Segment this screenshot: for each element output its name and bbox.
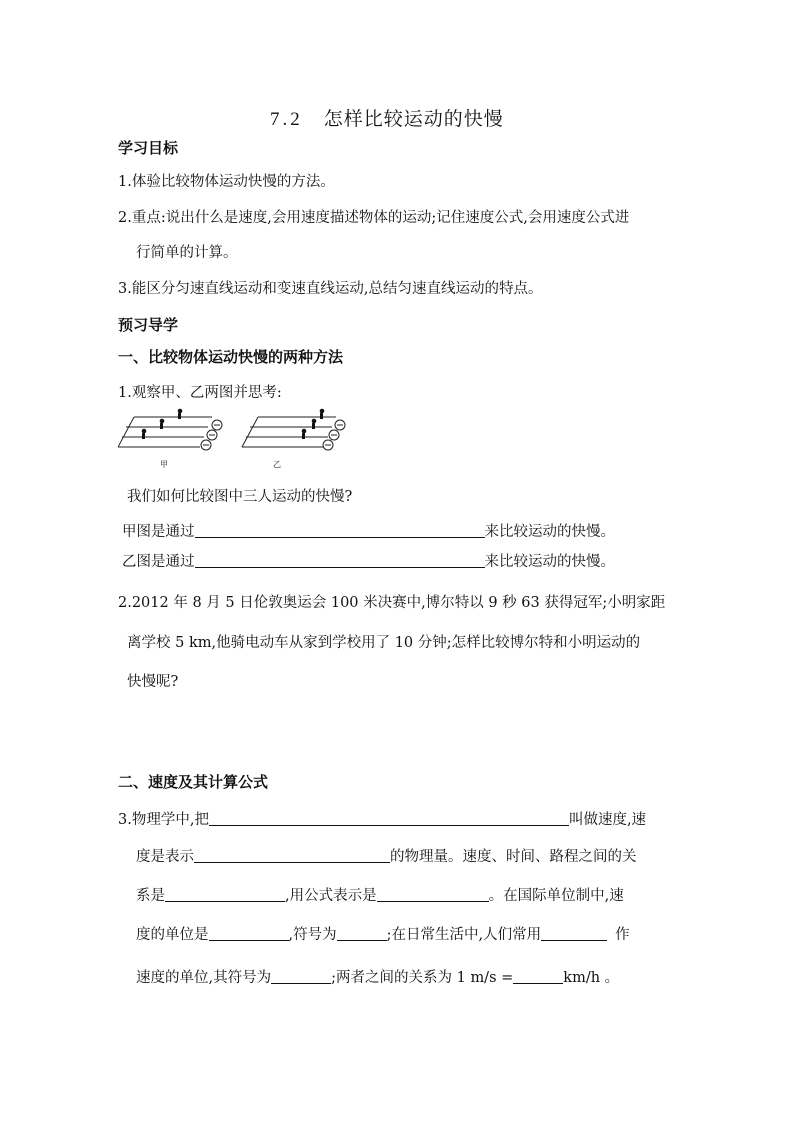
q1-question: 我们如何比较图中三人运动的快慢?: [127, 489, 353, 505]
learning-goals-heading: 学习目标: [118, 139, 179, 157]
q3-l2-text-b: 的物理量。速度、时间、路程之间的关: [390, 849, 637, 865]
q3-l5-text-c: km/h 。: [563, 970, 620, 986]
section1-heading: 一、比较物体运动快慢的两种方法: [118, 348, 344, 366]
blank-daily-unit[interactable]: [541, 925, 607, 941]
q3-line-4: [136, 923, 630, 944]
runners-yi: [302, 409, 325, 439]
title-number: 7.2: [270, 109, 303, 130]
blank-yi[interactable]: [195, 552, 485, 568]
fill-line-jia: [122, 520, 615, 541]
q3-l5-text-b: ;两者之间的关系为 1 m/s =: [331, 970, 514, 986]
q2-line-1: 2.2012 年 8 月 5 日伦敦奥运会 100 米决赛中,博尔特以 9 秒 63 获得冠军;小明家距: [118, 595, 666, 611]
goal-item-2-line-1: 2.重点:说出什么是速度,会用速度描述物体的运动;记住速度公式,会用速度公式进: [118, 210, 630, 226]
blank-relation[interactable]: [165, 886, 285, 902]
q3-l2-text-a: 度是表示: [136, 849, 194, 865]
title-text: 怎样比较运动的快慢: [323, 108, 504, 130]
q3-l4-text-a: 度的单位是: [136, 927, 209, 943]
blank-jia[interactable]: [195, 522, 485, 538]
q3-line-5: [136, 966, 619, 987]
section2-heading: 二、速度及其计算公式: [118, 773, 269, 791]
q3-l3-text-a: 系是: [136, 888, 165, 904]
blank-speed-meaning[interactable]: [194, 847, 390, 863]
q2-line-3: 快慢呢?: [127, 674, 179, 690]
preview-heading: 预习导学: [118, 316, 179, 334]
q3-line-2: [136, 845, 637, 866]
q3-l4-text-b: ,符号为: [288, 927, 337, 943]
fill-yi-suffix: 来比较运动的快慢。: [484, 554, 615, 570]
blank-daily-symbol[interactable]: [271, 968, 331, 984]
q3-l4-text-c: ;在日常生活中,人们常用: [386, 927, 542, 943]
blank-si-symbol[interactable]: [337, 925, 387, 941]
page-title: [270, 104, 504, 131]
q3-line-1: [118, 808, 646, 829]
runners-jia: [142, 409, 183, 439]
q3-l5-text-a: 速度的单位,其符号为: [136, 970, 272, 986]
blank-si-unit[interactable]: [209, 925, 289, 941]
q3-l1-text-b: 叫做速度,速: [568, 812, 647, 828]
figure-label-yi: 乙: [273, 460, 281, 469]
q3-l4-text-d: 作: [615, 927, 630, 943]
q1-intro: 1.观察甲、乙两图并思考:: [118, 385, 282, 401]
blank-conversion[interactable]: [513, 968, 563, 984]
q3-l3-text-b: ,用公式表示是: [285, 888, 377, 904]
blank-speed-definition[interactable]: [209, 810, 569, 826]
q3-line-3: [136, 884, 624, 905]
goal-item-2-line-2: 行简单的计算。: [136, 245, 238, 261]
blank-formula[interactable]: [377, 886, 489, 902]
track-jia: [118, 417, 222, 450]
fill-jia-prefix: 甲图是通过: [122, 524, 195, 540]
fill-yi-prefix: 乙图是通过: [122, 554, 195, 570]
fill-line-yi: [122, 550, 615, 571]
figure-label-jia: 甲: [160, 460, 168, 469]
q3-l1-text-a: 3.物理学中,把: [118, 812, 209, 828]
q2-line-2: 离学校 5 km,他骑电动车从家到学校用了 10 分钟;怎样比较博尔特和小明运动的: [127, 635, 641, 651]
goal-item-3: 3.能区分匀速直线运动和变速直线运动,总结匀速直线运动的特点。: [118, 281, 543, 297]
fill-jia-suffix: 来比较运动的快慢。: [484, 524, 615, 540]
track-yi: [242, 417, 345, 450]
q3-l3-text-c: 。在国际单位制中,速: [488, 888, 624, 904]
track-figure: [118, 405, 348, 475]
goal-item-1: 1.体验比较物体运动快慢的方法。: [118, 174, 335, 190]
